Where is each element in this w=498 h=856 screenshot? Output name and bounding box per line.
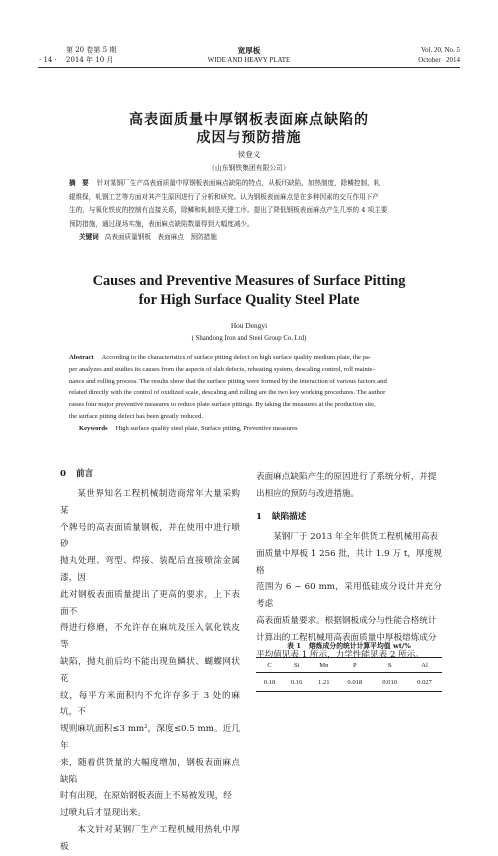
section-0-heading — [60, 467, 93, 479]
keywords-cn: 高表面质量钢板 表面麻点 预防措施 — [104, 233, 217, 241]
keywords-en-label: Keywords — [79, 424, 108, 432]
journal-cn: 宽厚板 — [237, 46, 261, 55]
abstract-en-label: Abstract — [69, 354, 94, 361]
keywords-en: High surface quality steel plate, Surface pitting, Preventive measures — [115, 424, 298, 432]
author-cn: 侯登义 — [237, 150, 261, 159]
section-1-heading — [256, 510, 306, 522]
body-line: 个牌号的高表面质量钢板，并在使用中进行喷砂 — [60, 522, 240, 550]
section-0-body — [60, 486, 240, 856]
table-cell: 0.18 — [263, 678, 276, 686]
affiliation-cn: （山东钢铁集团有限公司） — [208, 164, 290, 172]
table-cell: 0.010 — [382, 678, 398, 686]
issue-cn: 第 20 卷第 5 期 — [66, 46, 117, 54]
table-header-row — [256, 658, 442, 673]
title-cn-line1: 高表面质量中厚钢板表面麻点缺陷的 — [129, 112, 369, 128]
abstract-en-line: nance and rolling process. The results show that the surface pitting were formed by the interaction of various factors and — [69, 377, 387, 385]
abstract-cn — [69, 177, 433, 245]
body-line: 时有出现，在原始钢板表面上不易被发现，经 — [60, 791, 232, 802]
date-en: October 2014 — [418, 56, 460, 64]
body-line: 出相应的预防与改进措施。 — [256, 488, 360, 499]
body-line: 抛丸处理、弯型、焊接、装配后直接喷涂金属漆，因 — [60, 556, 240, 583]
table-1-title: 熔炼成分的统计计算平均值 wt/% — [309, 642, 411, 650]
abstract-cn-line: 辊维保，轧钢工艺等方面对其产生原因进行了分析和研究。认为钢板表面麻点是在多种因素的交互作用下产 — [69, 192, 379, 201]
body-line: 范围为 6 ~ 60 mm，采用低硅成分设计并充分考虑 — [256, 582, 442, 610]
body-line: 某钢厂于 2013 年全年供货工程机械用高表 — [273, 532, 439, 542]
table-cell: 0.027 — [417, 678, 432, 686]
body-line: 表面麻点缺陷产生的原因进行了系统分析，并提 — [256, 472, 437, 482]
body-line: 此对钢板表面质量提出了更高的要求，上下表面不 — [60, 589, 240, 617]
body-line: 高表面质量要求。根据钢板成分与性能合格统计 — [256, 615, 437, 626]
table-cell: 0.16 — [290, 678, 303, 686]
keywords-cn-label: 关键词 — [79, 233, 99, 241]
header-rule — [38, 67, 460, 68]
abstract-cn-line: 预防措施，通过现场实施，表面麻点缺陷数量得到大幅度减少。 — [69, 219, 254, 228]
title-cn-line2: 成因与预防措施 — [196, 130, 302, 146]
body-line: 某世界知名工程机械制造商常年大量采购某 — [60, 489, 240, 516]
table-header-cell: Al — [421, 661, 428, 669]
body-line: 纹，每平方米面积内不允许存多于 3 处的麻坑，不 — [60, 690, 240, 718]
abstract-cn-line: 针对某钢厂生产高表面质量中厚钢板表面麻点缺陷的特点，从板坯缺陷，加热制度，除鳞控制，轧 — [96, 179, 381, 187]
abstract-en-line: the surface pitting defect has been greatly reduced. — [69, 412, 204, 420]
section-1-title: 缺陷描述 — [271, 512, 307, 522]
table-1-caption — [256, 640, 442, 650]
author-en: Hou Dengyi — [230, 321, 268, 330]
section-1-number: 1 — [256, 512, 262, 522]
table-cell: 1.21 — [318, 678, 330, 686]
journal-en: WIDE AND HEAVY PLATE — [207, 56, 291, 64]
body-line: 面质量中厚板 1 256 批，共计 1.9 万 t，厚度规格 — [256, 548, 442, 576]
body-line: 过喷丸后才显现出来。 — [60, 808, 146, 819]
abstract-en — [69, 352, 433, 435]
body-line: 得进行修磨，不允许存在麻坑及压入氧化铁皮等 — [60, 623, 240, 651]
abstract-en-line: per analyzes and studies its causes from the aspects of slab defects, reheating system, descaling control, roll mainte- — [69, 365, 375, 373]
abstract-cn-label: 摘 要 — [69, 179, 89, 187]
table-1 — [256, 657, 442, 692]
table-header-cell: Si — [293, 661, 300, 669]
body-line: 规则麻坑面积≤3 mm²，深度≤0.5 mm。近几年 — [60, 724, 240, 751]
abstract-cn-line: 生的，与氧化铁皮的控制有直接关系，除鳞和轧制是关键工序。提出了降低钢板表面麻点产生几率的 4 项主要 — [69, 206, 388, 214]
title-en-line1: Causes and Preventive Measures of Surface Pitting — [92, 273, 406, 289]
table-cell: 0.018 — [347, 678, 363, 686]
table-header-cell: S — [387, 661, 392, 669]
table-header-cell: C — [267, 661, 272, 669]
abstract-en-line: related directly with the control of oxidized scale, descaling and rolling are the two key working procedures. The author — [69, 389, 386, 397]
table-row — [256, 673, 442, 692]
affiliation-en: ( Shandong Iron and Steel Group Co. Ltd) — [191, 335, 307, 342]
abstract-en-line: According to the characteristics of surface pitting defect on high surface quality medium plate, the pa- — [101, 354, 372, 361]
title-en-line2: for High Surface Quality Steel Plate — [138, 292, 360, 308]
section-0-number: 0 — [60, 469, 66, 479]
body-line: 计算出的工程机械用高表面质量中厚板熔炼成分 — [256, 632, 437, 643]
page-number: · 14 · — [39, 56, 57, 64]
table-1-label: 表 1 — [287, 642, 302, 650]
right-col-intro — [256, 469, 442, 503]
section-0-title: 前言 — [75, 469, 94, 479]
volume-en: Vol. 20, No. 5 — [420, 46, 460, 54]
body-line: 来，随着供货量的大幅度增加，钢板表面麻点缺陷 — [60, 757, 240, 785]
body-line: 平均值见表 1 所示，力学性能见表 2 所示。 — [256, 649, 424, 660]
abstract-en-line: raises four major preventive measures to reduce plate surface pittings. By taking the measures at the production site, — [69, 401, 376, 409]
table-header-cell: Mn — [319, 661, 329, 669]
body-line: 本文针对某钢厂生产工程机械用热轧中厚板 — [60, 824, 240, 852]
table-header-cell: P — [352, 661, 357, 669]
date-cn: 2014 年 10 月 — [66, 56, 114, 64]
body-line: 缺陷，抛丸前后均不能出现鱼鳞状、蝴蝶网状花 — [60, 656, 240, 684]
